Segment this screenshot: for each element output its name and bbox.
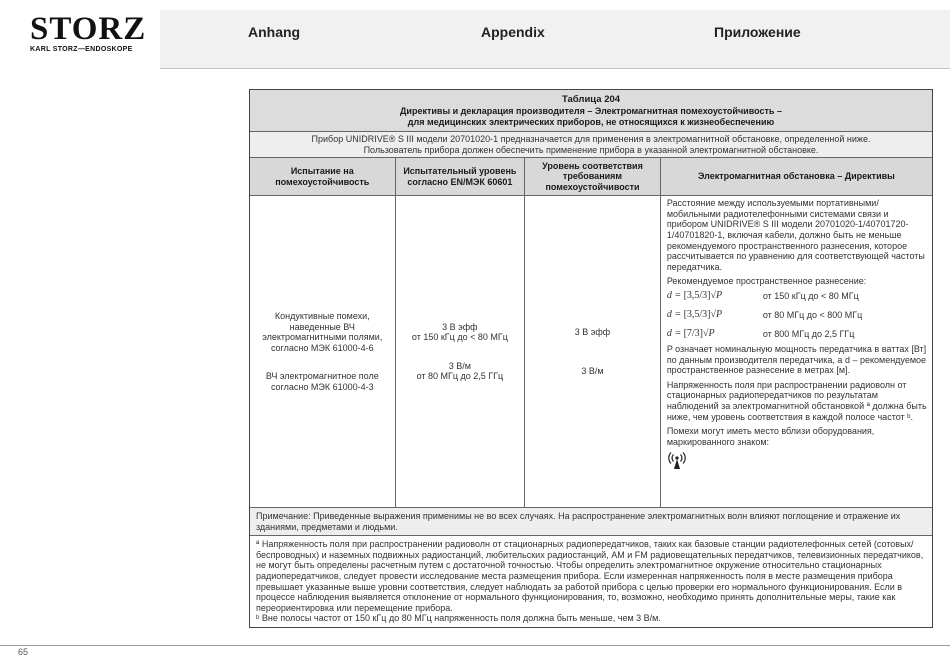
logo-wordmark: STORZ (30, 11, 147, 47)
table-number: Таблица 204 (561, 94, 621, 105)
formula-range: от 150 кГц до < 80 МГц (762, 291, 859, 302)
test-level-2: 3 В/м (448, 360, 471, 371)
table-note: Примечание: Приведенные выражения применимы не во всех случаях. На распространение электромагнитных волн влияют поглощение и отражение их зданиями, предметами и людьми. (250, 508, 932, 536)
compliance-level-1: 3 В эфф (574, 327, 611, 338)
footnote-a: ª Напряженность поля при распространении радиоволн от стационарных радиопередатчиков, таких как базовые станции радиотелефонных сетей (сотовых/беспроводных) и наземных подвижных радиостанций, любительских радиостанций, AM и FM радиовещательных передатчиков, телевизионных передатчиков, не могут быть определены расчетным путем с достаточной точностью. Чтобы определить электромагнитное окружение относительно стационарных радиопередатчиков, следует провести исследование места размещения прибора. Если измеренная напряженность поля в месте размещения прибора превышает указанные выше уровни соответствия, следует наблюдать за работой прибора с целью проверки его нормального функционирования. Если в процессе наблюдения выявляется отклонение от нормального функционирования, то, возможно, необходимо принять дополнительные меры, такие как переориентировка или перемещение прибора. (256, 539, 924, 613)
cell-tests (250, 196, 396, 507)
table-title-line2: для медицинских электрических приборов, не относящихся к жизнеобеспечению (407, 117, 775, 127)
cell-environment (661, 196, 932, 507)
header-environment: Электромагнитная обстановка – Директивы (697, 171, 895, 182)
header-title-english: Appendix (481, 24, 545, 40)
formula-range: от 800 МГц до 2,5 ГГц (762, 329, 855, 340)
cell-compliance-levels (525, 196, 661, 507)
test-range-1: от 150 кГц до < 80 МГц (411, 332, 508, 343)
intro-line2: Пользователь прибора должен обеспечить применение прибора в указанной электромагнитной обстановке. (363, 144, 819, 155)
header-compliance-level: Уровень соответствия требованиям помехоустойчивости (525, 158, 661, 195)
table-body-row (250, 196, 932, 508)
cell-test-levels (396, 196, 526, 507)
env-paragraph-1: Расстояние между используемыми портативными/мобильными радиотелефонными системами связи и прибором UNIDRIVE® S III модели 20701020-1/40701720-1/40701820-1, включая кабели, должно быть не меньше рекомендуемого пространственного разнесения, которое рассчитывается по уравнению для соответствующей частоты передатчика. (666, 198, 925, 272)
storz-logo (30, 11, 150, 53)
header-title-russian: Приложение (714, 24, 801, 40)
table-intro (250, 132, 932, 158)
table-header-row (250, 158, 932, 196)
footnote-b: ᵇ Вне полосы частот от 150 кГц до 80 МГц напряженность поля должна быть меньше, чем 3 В/м. (256, 613, 661, 624)
table-title (250, 90, 932, 132)
compliance-level-2: 3 В/м (581, 365, 604, 376)
env-paragraph-2: P означает номинальную мощность передатчика в ваттах [Вт] по данным производителя передатчика, а d – рекомендуемое пространственное разнесение в метрах [м]. (666, 343, 927, 376)
emc-table (249, 89, 933, 628)
env-paragraph-4: Помехи могут иметь место вблизи оборудования, маркированного знаком: (666, 426, 875, 447)
formula-row: d = [3,5/3]√P от 80 МГц до < 800 МГц (666, 309, 863, 321)
page-number: 65 (18, 647, 29, 657)
table-footnotes (250, 536, 932, 627)
formula-range: от 80 МГц до < 800 МГц (762, 310, 863, 321)
header-title-german: Anhang (248, 24, 301, 40)
test-conducted: Кондуктивные помехи, наведенные ВЧ электромагнитными полями, согласно МЭК 61000-4-6 (262, 310, 383, 353)
env-recommended: Рекомендуемое пространственное разнесение: (666, 276, 867, 287)
footer-rule (0, 645, 950, 646)
table-title-line1: Директивы и декларация производителя – Электромагнитная помехоустойчивость – (400, 106, 782, 116)
header-test-level: Испытательный уровень согласно EN/МЭК 60601 (396, 158, 526, 195)
non-ionizing-radiation-icon (667, 451, 687, 471)
formula-row: d = [7/3]√P от 800 МГц до 2,5 ГГц (666, 328, 855, 340)
header-test: Испытание на помехоустойчивость (250, 158, 396, 195)
test-level-1: 3 В эфф (442, 321, 478, 332)
test-radiated: ВЧ электромагнитное поле согласно МЭК 61000-4-3 (265, 371, 379, 392)
test-range-2: от 80 МГц до 2,5 ГГц (416, 371, 504, 382)
intro-line1: Прибор UNIDRIVE® S III модели 20701020-1 предназначается для применения в электромагнитной обстановке, определенной ниже. (311, 134, 871, 144)
env-paragraph-3: Напряженность поля при распространении радиоволн от стационарных радиопередатчиков по результатам наблюдений за электромагнитной обстановкой ª должна быть ниже, чем уровень соответствия в каждой полосе частот ᵇ. (666, 379, 927, 422)
formula-row: d = [3,5/3]√P от 150 кГц до < 80 МГц (666, 290, 859, 302)
logo-subtitle: KARL STORZ—ENDOSKOPE (30, 46, 133, 53)
